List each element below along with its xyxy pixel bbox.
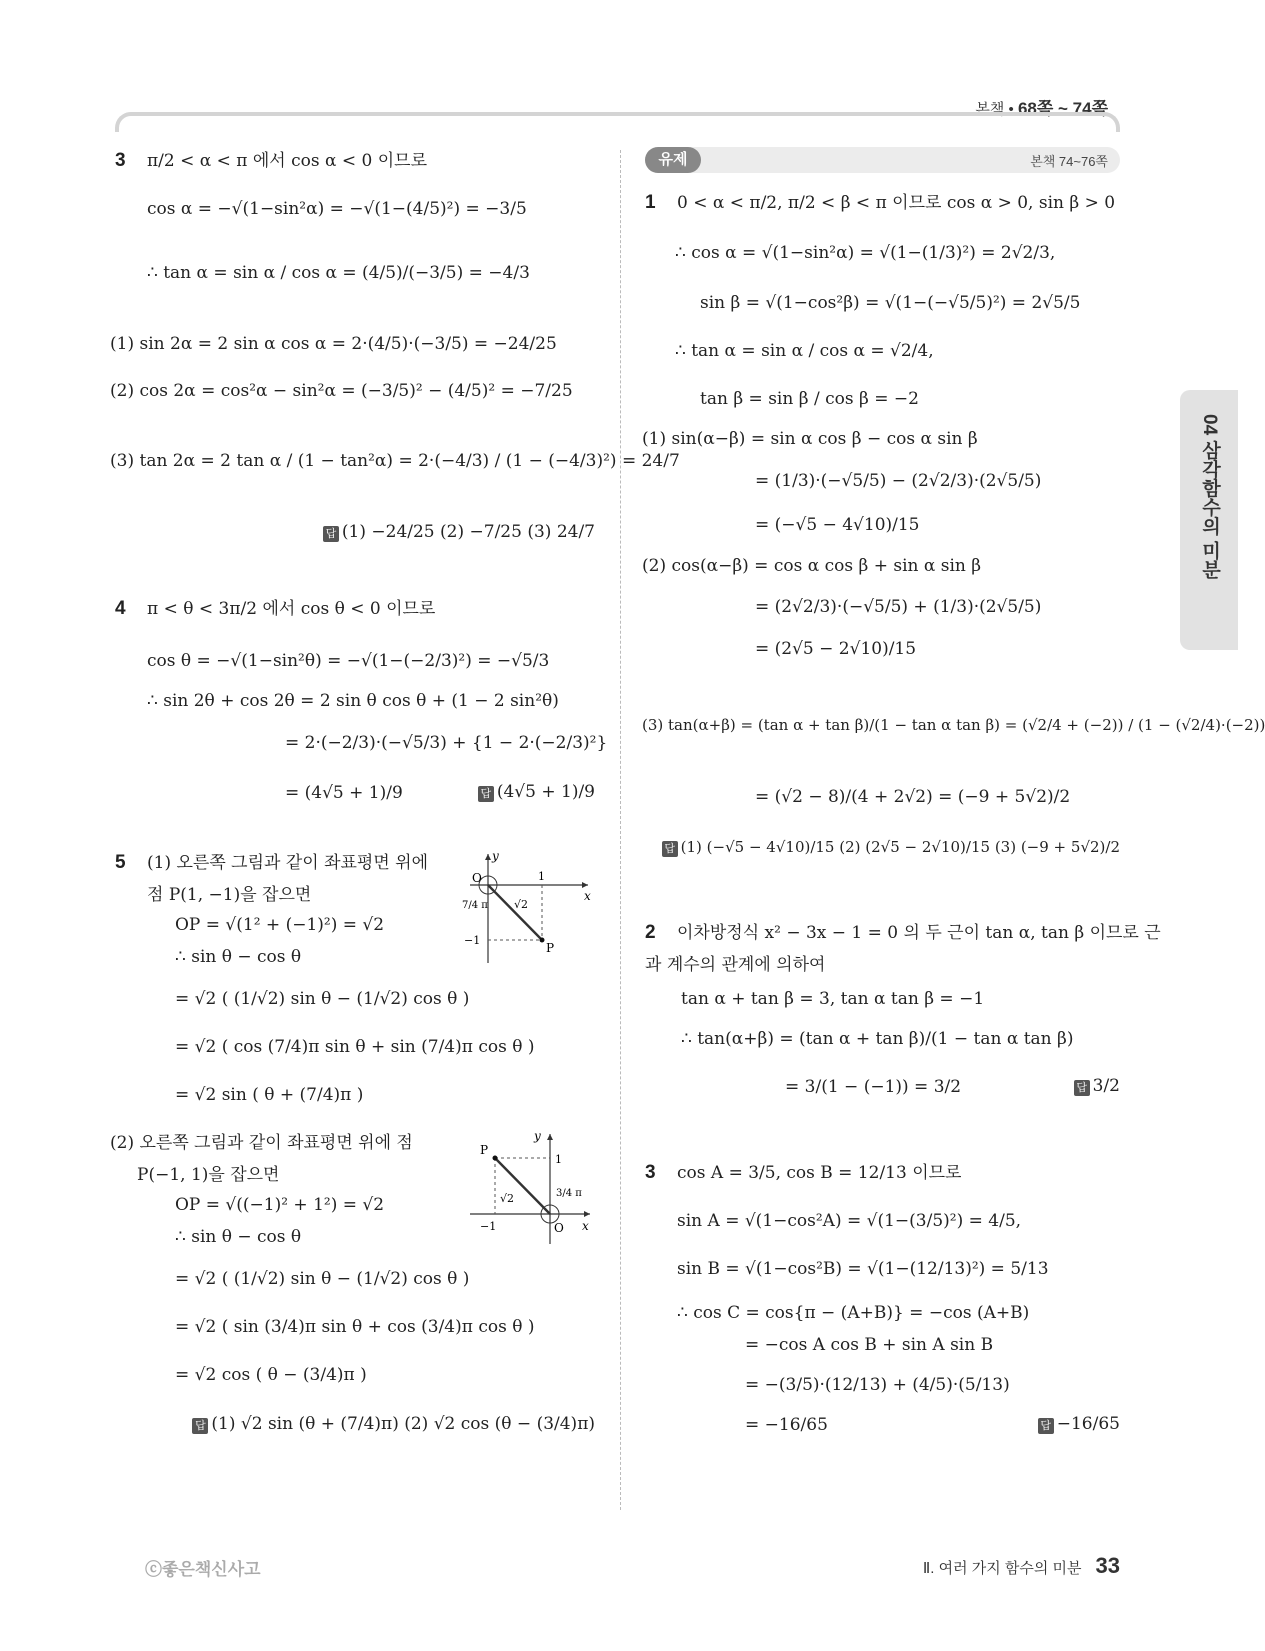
exercise-1-line-12: (3) tan(α+β) = (tan α + tan β)/(1 − tan α tan β) = (√2/4 + (−2)) / (1 − (√2/4)·(−2)) xyxy=(642,716,1265,734)
problem-4-line-2: cos θ = −√(1−sin²θ) = −√(1−(−2/3)²) = −√5/3 xyxy=(147,651,550,671)
problem-3-line-3: ∴ tan α = sin α / cos α = (4/5)/(−3/5) = −4/3 xyxy=(147,263,530,283)
exercise-2-line-5: = 3/(1 − (−1)) = 3/2 xyxy=(785,1077,962,1097)
exercise-2-line-1: 이차방정식 x² − 3x − 1 = 0 의 두 근이 tan α, tan β 이므로 근 xyxy=(677,923,1161,943)
exercise-2-answer: 답 3/2 xyxy=(1074,1076,1120,1096)
point-p xyxy=(493,1156,498,1161)
svg-text:O: O xyxy=(554,1221,564,1235)
page-reference: 본책 • 68쪽 ~ 74쪽 xyxy=(975,99,1108,118)
svg-text:x: x xyxy=(584,889,591,903)
exercise-1-line-4: ∴ tan α = sin α / cos α = √2/4, xyxy=(675,341,934,361)
svg-text:y: y xyxy=(492,849,499,863)
answer-icon: 답 xyxy=(478,786,494,802)
problem-3-answer: 답 (1) −24/25 (2) −7/25 (3) 24/7 xyxy=(323,522,595,542)
problem-5-line-5: = √2 ( (1/√2) sin θ − (1/√2) cos θ ) xyxy=(175,989,470,1009)
problem-5-line-13: = √2 ( sin (3/4)π sin θ + cos (3/4)π cos θ ) xyxy=(175,1317,535,1337)
x-axis-arrow xyxy=(582,882,588,888)
problem-5-line-14: = √2 cos ( θ − (3/4)π ) xyxy=(175,1365,367,1385)
exercise-2-line-4: ∴ tan(α+β) = (tan α + tan β)/(1 − tan α tan β) xyxy=(681,1029,1074,1049)
svg-text:1: 1 xyxy=(538,870,545,883)
problem-3-line-4: (1) sin 2α = 2 sin α cos α = 2·(4/5)·(−3/5) = −24/25 xyxy=(110,334,557,354)
coordinate-figure-1 xyxy=(462,848,595,966)
problem-4-line-1: π < θ < 3π/2 에서 cos θ < 0 이므로 xyxy=(147,599,436,619)
section-tag: 유제 xyxy=(645,147,701,173)
page-footer xyxy=(923,1553,1120,1579)
svg-text:1: 1 xyxy=(555,1153,562,1166)
exercise-3-line-6: = −(3/5)·(12/13) + (4/5)·(5/13) xyxy=(745,1375,1010,1395)
point-p xyxy=(540,938,545,943)
exercise-1-line-5: tan β = sin β / cos β = −2 xyxy=(700,389,919,409)
problem-4-answer: 답 (4√5 + 1)/9 xyxy=(478,782,595,802)
problem-5-line-8: (2) 오른쪽 그림과 같이 좌표평면 위에 점 xyxy=(110,1133,413,1153)
problem-5-line-3: OP = √(1² + (−1)²) = √2 xyxy=(175,915,385,935)
exercise-1-line-9: (2) cos(α−β) = cos α cos β + sin α sin β xyxy=(642,556,982,576)
answer-icon: 답 xyxy=(323,526,339,542)
exercise-1-line-2: ∴ cos α = √(1−sin²α) = √(1−(1/3)²) = 2√2/3, xyxy=(675,243,1056,263)
exercise-2-line-2: 과 계수의 관계에 의하여 xyxy=(645,955,826,975)
svg-text:P: P xyxy=(480,1143,489,1157)
problem-5-line-6: = √2 ( cos (7/4)π sin θ + sin (7/4)π cos θ ) xyxy=(175,1037,535,1057)
y-axis-arrow xyxy=(485,854,491,860)
exercise-1-line-6: (1) sin(α−β) = sin α cos β − cos α sin β xyxy=(642,429,978,449)
publisher-logo: ⓒ좋은책신사고 xyxy=(145,1560,261,1579)
y-axis-arrow xyxy=(547,1134,553,1140)
chapter-side-tab-label: 04 삼각함수의 미분 xyxy=(1199,414,1220,579)
exercise-3-line-3: sin B = √(1−cos²B) = √(1−(12/13)²) = 5/13 xyxy=(677,1259,1049,1279)
segment-op xyxy=(488,885,542,940)
problem-5-line-9: P(−1, 1)을 잡으면 xyxy=(137,1165,280,1185)
exercise-1-line-1: 0 < α < π/2, π/2 < β < π 이므로 cos α > 0, sin β > 0 xyxy=(677,193,1116,213)
problem-3-line-2: cos α = −√(1−sin²α) = −√(1−(4/5)²) = −3/5 xyxy=(147,199,527,219)
exercise-3-line-5: = −cos A cos B + sin A sin B xyxy=(745,1335,994,1355)
problem-3-line-5: (2) cos 2α = cos²α − sin²α = (−3/5)² − (4/5)² = −7/25 xyxy=(110,381,573,401)
problem-5-line-4: ∴ sin θ − cos θ xyxy=(175,947,302,967)
problem-4-line-3: ∴ sin 2θ + cos 2θ = 2 sin θ cos θ + (1 − 2 sin²θ) xyxy=(147,691,559,711)
exercise-2-line-3: tan α + tan β = 3, tan α tan β = −1 xyxy=(681,989,985,1009)
problem-4-line-5: = (4√5 + 1)/9 xyxy=(285,783,403,803)
header-rule xyxy=(115,112,1120,132)
column-divider xyxy=(620,150,621,1510)
exercise-3-line-1: cos A = 3/5, cos B = 12/13 이므로 xyxy=(677,1163,962,1183)
problem-5-line-12: = √2 ( (1/√2) sin θ − (1/√2) cos θ ) xyxy=(175,1269,470,1289)
segment-op xyxy=(495,1158,550,1214)
exercise-1-line-7: = (1/3)·(−√5/5) − (2√2/3)·(2√5/5) xyxy=(755,471,1042,491)
answer-icon: 답 xyxy=(662,841,678,857)
exercise-1-line-11: = (2√5 − 2√10)/15 xyxy=(755,639,917,659)
section-pill xyxy=(645,147,1120,173)
svg-text:O: O xyxy=(472,871,482,885)
section-reference: 본책 74~76쪽 xyxy=(1030,154,1108,169)
problem-5-answer: 답 (1) √2 sin (θ + (7/4)π) (2) √2 cos (θ − (3/4)π) xyxy=(192,1414,595,1434)
exercise-3-line-2: sin A = √(1−cos²A) = √(1−(3/5)²) = 4/5, xyxy=(677,1211,1022,1231)
problem-5-line-1: (1) 오른쪽 그림과 같이 좌표평면 위에 xyxy=(147,853,429,873)
coordinate-figure-2 xyxy=(470,1128,595,1248)
svg-text:√2: √2 xyxy=(514,898,529,911)
svg-text:y: y xyxy=(534,1129,541,1143)
x-axis-arrow xyxy=(584,1211,590,1217)
chapter-title: Ⅱ. 여러 가지 함수의 미분 xyxy=(922,1560,1082,1577)
exercise-1-line-10: = (2√2/3)·(−√5/5) + (1/3)·(2√5/5) xyxy=(755,597,1042,617)
exercise-1-answer: 답 (1) (−√5 − 4√10)/15 (2) (2√5 − 2√10)/15 (3) (−9 + 5√2)/2 xyxy=(662,838,1120,857)
answer-icon: 답 xyxy=(1074,1080,1090,1096)
svg-text:−1: −1 xyxy=(480,1220,497,1233)
svg-text:−1: −1 xyxy=(464,934,481,947)
svg-text:7/4 π: 7/4 π xyxy=(462,900,488,911)
exercise-1-line-3: sin β = √(1−cos²β) = √(1−(−√5/5)²) = 2√5/5 xyxy=(700,293,1081,313)
problem-5-line-10: OP = √((−1)² + 1²) = √2 xyxy=(175,1195,385,1215)
answer-icon: 답 xyxy=(192,1418,208,1434)
page-number: 33 xyxy=(1095,1553,1120,1578)
exercise-3-answer: 답 −16/65 xyxy=(1038,1414,1120,1434)
problem-3-line-1: π/2 < α < π 에서 cos α < 0 이므로 xyxy=(147,151,428,171)
chapter-side-tab[interactable] xyxy=(1180,390,1238,650)
problem-4-line-4: = 2·(−2/3)·(−√5/3) + {1 − 2·(−2/3)²} xyxy=(285,733,608,753)
answer-icon: 답 xyxy=(1038,1418,1054,1434)
problem-5-line-2: 점 P(1, −1)을 잡으면 xyxy=(147,885,312,905)
svg-text:3/4 π: 3/4 π xyxy=(556,1188,582,1199)
page-header xyxy=(0,88,1238,128)
svg-text:√2: √2 xyxy=(500,1192,515,1205)
exercise-3-line-7: = −16/65 xyxy=(745,1415,828,1435)
svg-text:P: P xyxy=(546,941,555,955)
exercise-3-line-4: ∴ cos C = cos{π − (A+B)} = −cos (A+B) xyxy=(677,1303,1030,1323)
problem-3-line-6: (3) tan 2α = 2 tan α / (1 − tan²α) = 2·(−4/3) / (1 − (−4/3)²) = 24/7 xyxy=(110,451,680,471)
problem-5-line-7: = √2 sin ( θ + (7/4)π ) xyxy=(175,1085,364,1105)
exercise-1-line-8: = (−√5 − 4√10)/15 xyxy=(755,515,920,535)
problem-5-line-11: ∴ sin θ − cos θ xyxy=(175,1227,302,1247)
exercise-1-line-13: = (√2 − 8)/(4 + 2√2) = (−9 + 5√2)/2 xyxy=(755,787,1071,807)
svg-text:x: x xyxy=(582,1219,589,1233)
